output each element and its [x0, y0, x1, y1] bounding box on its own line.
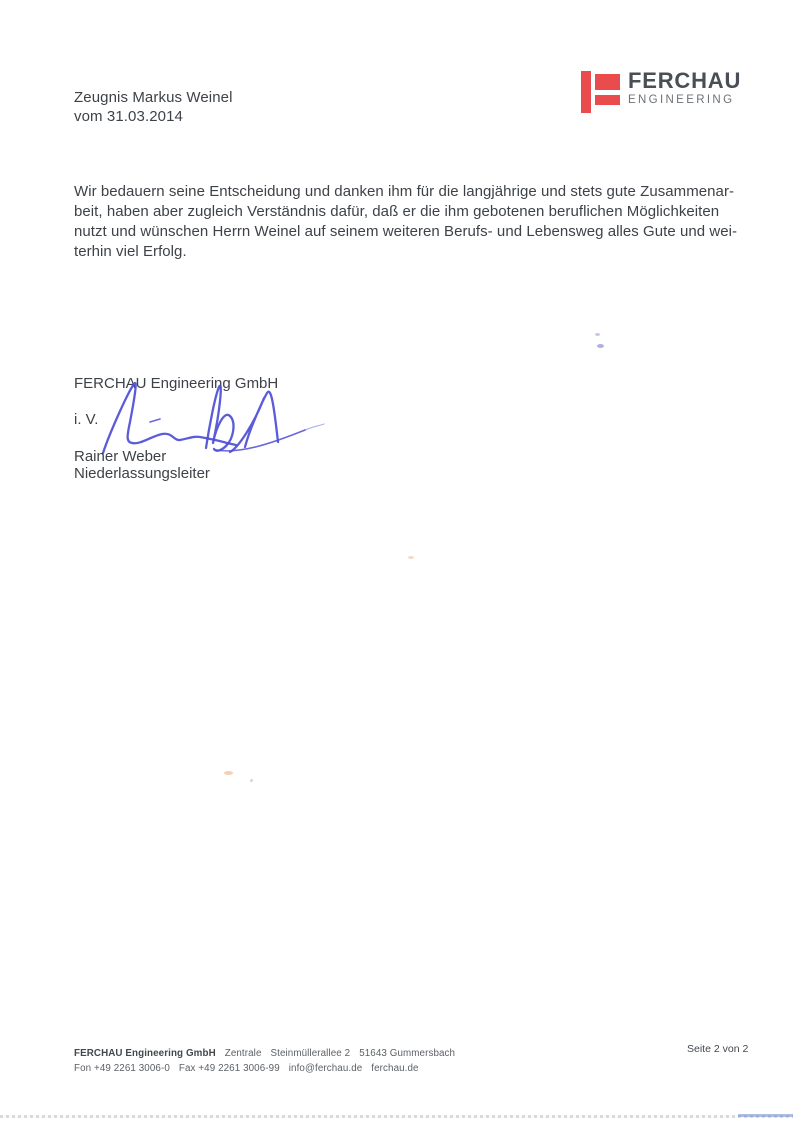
- footer-line-1: [74, 1047, 464, 1062]
- handwritten-signature: [90, 366, 325, 461]
- signatory-title: Niederlassungsleiter: [74, 465, 210, 482]
- footer-item: Zentrale: [224, 1048, 262, 1059]
- footer-line-2: [74, 1062, 464, 1077]
- page-indicator: Seite 2 von 2: [687, 1043, 749, 1055]
- footer-item: Fon +49 2261 3006-0: [74, 1062, 170, 1074]
- letter-body: [74, 182, 737, 262]
- body-line: beit, haben aber zugleich Verständnis dafür, daß er die ihm gebotenen beruflichen Möglichkeiten: [74, 203, 720, 220]
- scan-edge-line-blue: [738, 1114, 793, 1117]
- ferchau-logo: [581, 70, 743, 115]
- scan-speck: [250, 779, 253, 782]
- footer-contact: [74, 1047, 464, 1076]
- scan-speck: [408, 556, 414, 559]
- document-title-line1: Zeugnis Markus Weinel: [74, 89, 233, 106]
- logo-brand-text: FERCHAU: [628, 68, 742, 93]
- scan-speck: [224, 771, 233, 775]
- ferchau-f-icon: [581, 71, 621, 113]
- logo-bar-top: [595, 74, 620, 90]
- footer-item-website: ferchau.de: [371, 1062, 419, 1074]
- logo-bar-vertical: [581, 71, 591, 113]
- signature-company: FERCHAU Engineering GmbH: [74, 375, 279, 392]
- scan-speck: [597, 344, 604, 348]
- signatory-name: Rainer Weber: [74, 448, 167, 465]
- footer-item: Steinmüllerallee 2: [270, 1048, 351, 1059]
- scan-edge-line: [0, 1115, 793, 1118]
- body-line: nutzt und wünschen Herrn Weinel auf seinem weiteren Berufs- und Lebensweg alles Gute und wei-: [74, 223, 738, 240]
- footer-item: Fax +49 2261 3006-99: [178, 1062, 280, 1074]
- logo-bar-bottom: [595, 95, 620, 105]
- footer-item: 51643 Gummersbach: [359, 1048, 456, 1059]
- scan-speck: [595, 333, 600, 336]
- logo-text: [628, 70, 741, 106]
- footer-company: FERCHAU Engineering GmbH: [74, 1048, 216, 1059]
- document-title: [74, 89, 233, 126]
- footer-item-email: info@ferchau.de: [288, 1062, 363, 1074]
- signature-iv-label: i. V.: [74, 411, 99, 428]
- body-line: Wir bedauern seine Entscheidung und danken ihm für die langjährige und stets gute Zusammenar-: [74, 183, 735, 200]
- logo-subtitle-text: ENGINEERING: [628, 94, 735, 106]
- document-title-line2: vom 31.03.2014: [74, 107, 183, 125]
- body-line: terhin viel Erfolg.: [74, 243, 187, 260]
